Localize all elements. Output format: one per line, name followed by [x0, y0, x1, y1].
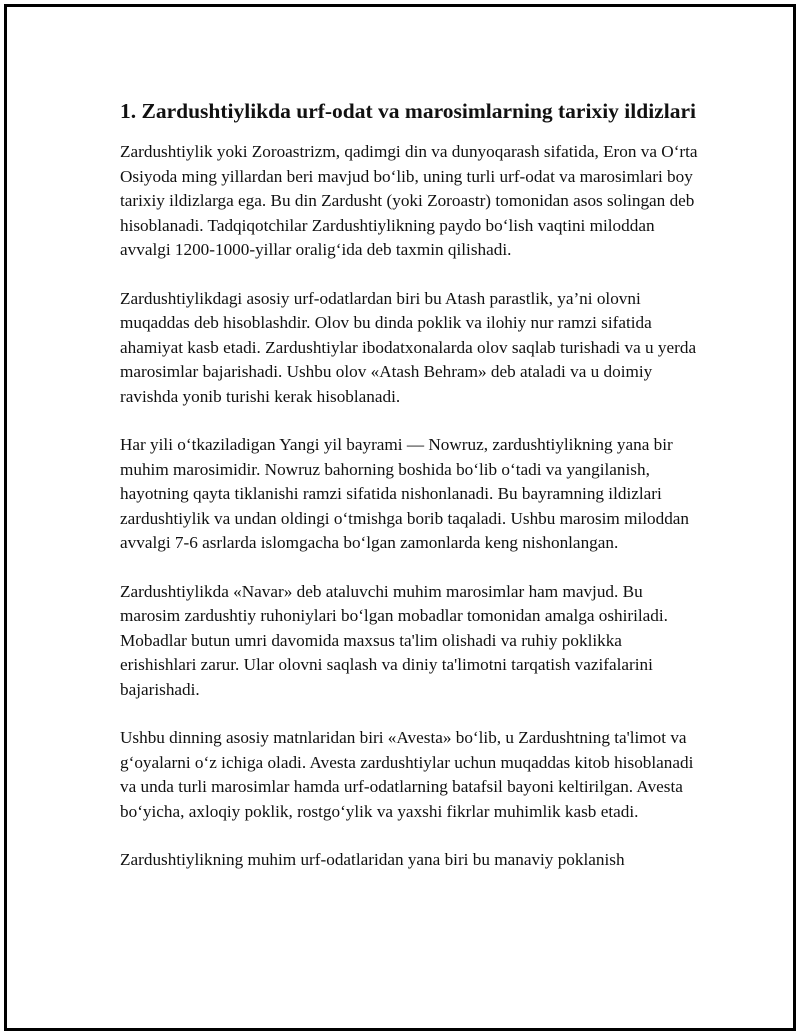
- paragraph-6: Zardushtiylikning muhim urf-odatlaridan yana biri bu manaviy poklanish: [120, 850, 625, 869]
- section-title: 1. Zardushtiylikda urf-odat va marosimlarning tarixiy ildizlari: [120, 99, 696, 123]
- paragraph-2: Zardushtiylikdagi asosiy urf-odatlardan biri bu Atash parastlik, ya’ni olovni muqaddas deb hisoblashdir. Olov bu dinda poklik va ilohiy nur ramzi sifatida ahamiyat kasb etadi. Zardushtiylar ibodatxonalarda olov saqlab turishadi va u yerda marosimlar bajarishadi. Ushbu olov «Atash Behram» deb ataladi va u doimiy ravishda yonib turishi kerak hisoblanadi.: [120, 288, 697, 406]
- paragraph-5: Ushbu dinning asosiy matnlaridan biri «Avesta» bo‘lib, u Zardushtning ta'limot va g‘oyalarni o‘z ichiga oladi. Avesta zardushtiylar uchun muqaddas kitob hisoblanadi va unda turli marosimlar hamda urf-odatlarning batafsil bayoni keltirilgan. Avesta bo‘yicha, axloqiy poklik, rostgo‘ylik va yaxshi fikrlar muhimlik kasb etadi.: [120, 728, 694, 821]
- page-frame: [4, 4, 796, 1031]
- paragraph-3: Har yili o‘tkaziladigan Yangi yil bayrami — Nowruz, zardushtiylikning yana bir muhim marosimidir. Nowruz bahorning boshida bo‘lib o‘tadi va yangilanish, hayotning qayta tiklanishi ramzi sifatida nishonlanadi. Bu bayramning ildizlari zardushtiylik va undan oldingi o‘tmishga borib taqaladi. Ushbu marosim miloddan avvalgi 7-6 asrlarda islomgacha bo‘lgan zamonlarda keng nishonlangan.: [120, 435, 690, 552]
- paragraph-4: Zardushtiylikda «Navar» deb ataluvchi muhim marosimlar ham mavjud. Bu marosim zardushtiy ruhoniylari bo‘lgan mobadlar tomonidan amalga oshiriladi. Mobadlar butun umri davomida maxsus ta'lim olishadi va ruhiy poklikka erishishlari zarur. Ular olovni saqlash va diniy ta'limotni tarqatish vazifalarini bajarishadi.: [120, 581, 668, 699]
- paragraph-1: Zardushtiylik yoki Zoroastrizm, qadimgi din va dunyoqarash sifatida, Eron va O‘rta Osiyoda ming yillardan beri mavjud bo‘lib, uning turli urf-odat va marosimlari boy tarixiy ildizlarga ega. Bu din Zardusht (yoki Zoroastr) tomonidan asos solingan deb hisoblanadi. Tadqiqotchilar Zardushtiylikning paydo bo‘lish vaqtini miloddan avvalgi 1200-1000-yillar oralig‘ida deb taxmin qilishadi.: [120, 142, 698, 259]
- document-body: [120, 97, 700, 897]
